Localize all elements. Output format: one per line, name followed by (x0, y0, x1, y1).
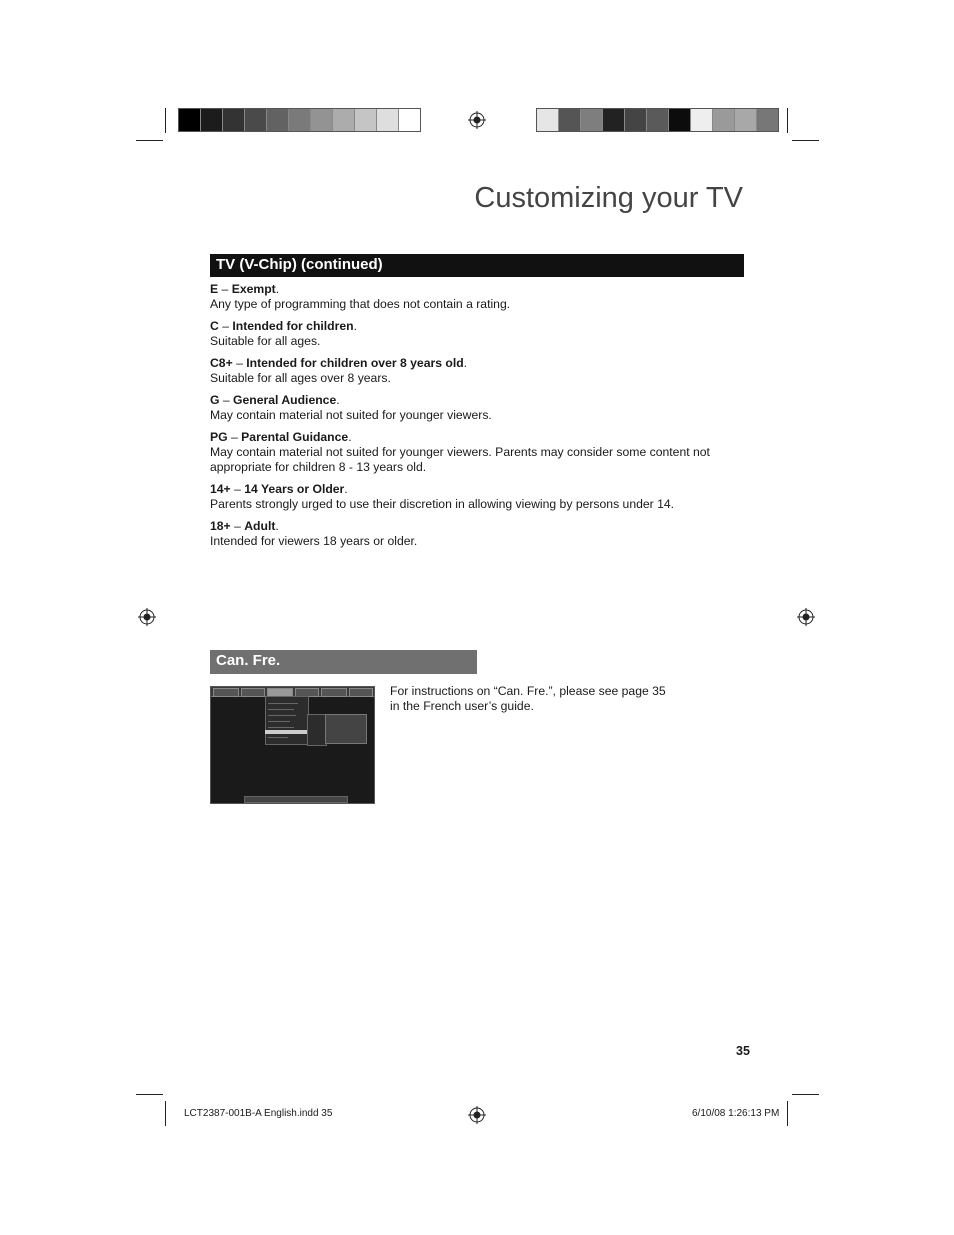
submenu-panel (325, 714, 367, 744)
menu-highlight (265, 730, 307, 734)
rating-name: Exempt (231, 282, 276, 296)
rating-name: Adult (244, 519, 276, 533)
menu-row (268, 715, 296, 716)
menu-row (268, 709, 294, 710)
section-heading-vchip: TV (V-Chip) (continued) (210, 254, 744, 277)
grayscale-bar-right (536, 108, 779, 132)
crop-mark (165, 1101, 166, 1126)
rating-description: Any type of programming that does not contain a rating. (210, 297, 511, 311)
rating-code: 18+ (210, 519, 231, 533)
rating-description: Suitable for all ages over 8 years. (210, 371, 391, 385)
menu-tab (213, 688, 239, 697)
rating-code: C8+ (210, 356, 233, 370)
rating-code: 14+ (210, 482, 231, 496)
rating-code: G (210, 393, 220, 407)
tv-menu-screenshot (210, 686, 375, 804)
page-title: Customizing your TV (474, 182, 743, 214)
registration-target-icon (138, 608, 156, 626)
section-heading-canfre: Can. Fre. (210, 650, 477, 674)
rating-entry: C8+ – Intended for children over 8 years old. Suitable for all ages over 8 years. (210, 356, 750, 386)
rating-code: E (210, 282, 219, 296)
submenu-panel (307, 714, 327, 746)
submenu-panel (265, 696, 309, 745)
rating-name: 14 Years or Older (244, 482, 345, 496)
menu-help-bar (244, 796, 348, 803)
crop-mark (792, 140, 819, 141)
rating-code: PG (210, 430, 228, 444)
menu-row (268, 727, 294, 728)
canfre-instructions: For instructions on “Can. Fre.”, please see page 35 in the French user’s guide. (390, 684, 666, 713)
rating-entry: G – General Audience. May contain material not suited for younger viewers. (210, 393, 750, 423)
rating-name: Intended for children over 8 years old (246, 356, 464, 370)
grayscale-bar-left (178, 108, 421, 132)
rating-name: Intended for children (232, 319, 354, 333)
print-slug-file: LCT2387-001B-A English.indd 35 (184, 1108, 333, 1119)
crop-mark (792, 1094, 819, 1095)
registration-target-icon (797, 608, 815, 626)
rating-code: C (210, 319, 219, 333)
crop-mark (787, 108, 788, 133)
rating-entry: C – Intended for children. Suitable for all ages. (210, 319, 750, 349)
menu-row (268, 737, 288, 738)
rating-name: Parental Guidance (241, 430, 349, 444)
rating-description: Suitable for all ages. (210, 334, 321, 348)
registration-target-icon (468, 1106, 486, 1124)
crop-mark (787, 1101, 788, 1126)
menu-row (268, 703, 298, 704)
menu-tab (321, 688, 347, 697)
page-number: 35 (736, 1044, 750, 1058)
rating-description: May contain material not suited for younger viewers. Parents may consider some content not appropriate for children 8 - 13 years old. (210, 445, 710, 474)
print-slug-date: 6/10/08 1:26:13 PM (692, 1108, 780, 1119)
crop-mark (136, 140, 163, 141)
rating-description: Parents strongly urged to use their discretion in allowing viewing by persons under 14. (210, 497, 675, 511)
menu-tab (241, 688, 265, 697)
crop-mark (136, 1094, 163, 1095)
rating-description: May contain material not suited for younger viewers. (210, 408, 492, 422)
menu-row (268, 721, 290, 722)
rating-entry: 18+ – Adult. Intended for viewers 18 years or older. (210, 519, 750, 549)
rating-name: General Audience (233, 393, 337, 407)
menu-tab (349, 688, 373, 697)
rating-description: Intended for viewers 18 years or older. (210, 534, 418, 548)
rating-entry: E – Exempt. Any type of programming that does not contain a rating. (210, 282, 750, 312)
registration-target-icon (468, 111, 486, 129)
rating-list (210, 282, 750, 556)
rating-entry: PG – Parental Guidance. May contain material not suited for younger viewers. Parents may consider some content not appropriate for children 8 - 13 years old. (210, 430, 750, 475)
crop-mark (165, 108, 166, 133)
rating-entry: 14+ – 14 Years or Older. Parents strongly urged to use their discretion in allowing viewing by persons under 14. (210, 482, 750, 512)
